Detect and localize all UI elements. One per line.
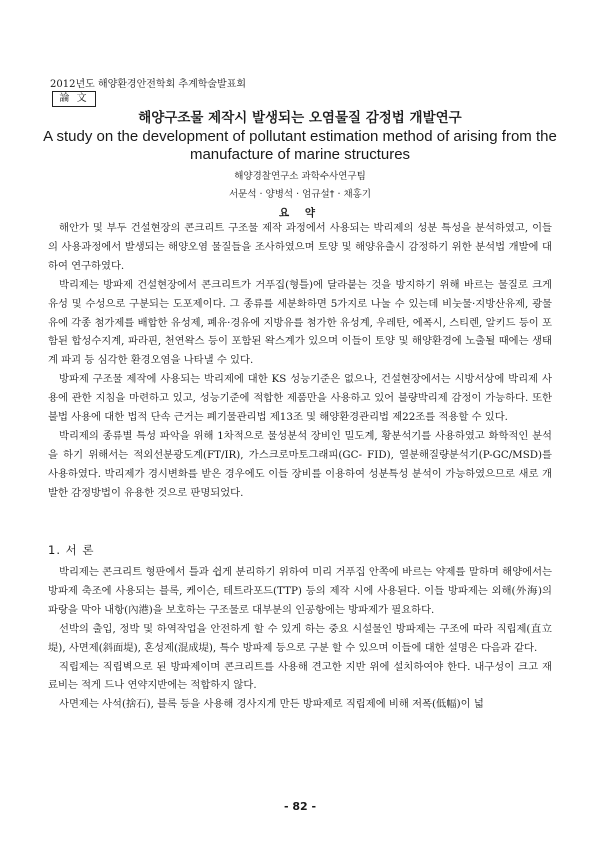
introduction-body bbox=[48, 563, 552, 714]
intro-paragraph: 선박의 출입, 정박 및 하역작업을 안전하게 할 수 있게 하는 중요 시설물인 방파제는 구조에 따라 직립제(直立堤), 사면제(斜面堤), 혼성제(混成堤), 특수 방파제 등으로 구분 할 수 있으며 이들에 대한 설명은 다음과 같다. bbox=[48, 622, 552, 654]
page-number: - 82 - bbox=[283, 800, 317, 813]
intro-paragraph: 사면제는 사석(捨石), 블록 등을 사용해 경사지게 만든 방파제로 직립제에 비해 저폭(低幅)이 넓 bbox=[59, 698, 484, 711]
abstract-paragraph: 방파제 구조물 제작에 사용되는 박리제에 대한 KS 성능기준은 없으나, 건설현장에서는 시방서상에 박리제 사용에 관한 지침을 마련하고 있고, 성능기준에 적합한 제품만을 사용하고 있어 불량박리제 감정이 가능하다. 또한 불법 사용에 대한 법적 단속 근거는 폐기물관리법 제13조 및 해양환경관리법 제22조를 적용할 수 있다. bbox=[48, 373, 552, 424]
section-heading: 1. 서 론 bbox=[48, 543, 95, 557]
english-title: A study on the development of pollutant estimation method of arising from the manufacture of marine structures bbox=[43, 128, 557, 163]
abstract-paragraph: 박리제는 방파제 건설현장에서 콘크리트가 거푸집(형틀)에 달라붙는 것을 방지하기 위해 바르는 물질로 크게 유성 및 수성으로 구분되는 도포제이다. 그 종류를 세분화하면 5가지로 나눌 수 있는데 비눗물·지방산유제, 광물유에 각종 첨가제를 배합한 유성제, 폐유·경유에 지방유를 첨가한 유성계, 우레탄, 에폭시, 스티렌, 알키드 등이 포함된 합성수지계, 파라핀, 천연왁스 등이 포함된 왁스계가 있으며 이들이 토양 및 해양환경에 노출될 때에는 생태계 파괴 등 심각한 환경오염을 나타낼 수 있다. bbox=[48, 278, 552, 367]
abstract-paragraph: 해안가 및 부두 건설현장의 콘크리트 구조물 제작 과정에서 사용되는 박리제의 성분 특성을 분석하였고, 이들의 사용과정에서 발생되는 해양오염 물질들을 조사하였으며 토양 및 해양유출시 감정하기 위한 분석법 개발에 대하여 연구하였다. bbox=[48, 222, 552, 272]
abstract-paragraph: 박리제의 종류별 특성 파악을 위해 1차적으로 물성분석 장비인 밀도계, 황분석기를 사용하였고 화학적인 분석을 하기 위해서는 적외선분광도계(FT/IR), 가스크로마토그래피(GC- FID), 열분해질량분석기(P-GC/MSD)를 사용하였다. 박리제가 경시변화를 받은 경우에도 이들 장비를 이용하여 성분특성 분석이 가능하였으므로 새로 개발한 감정방법이 유용한 것으로 판명되었다. bbox=[48, 429, 552, 499]
abstract-heading: 요 약 bbox=[279, 207, 321, 219]
korean-title: 해양구조물 제작시 발생되는 오염물질 감정법 개발연구 bbox=[138, 110, 462, 126]
author-list: 서문석 · 양병석 · 엄규설† · 채홍기 bbox=[228, 189, 372, 200]
conference-header: 2012년도 해양환경안전학회 추계학술발표회 bbox=[50, 79, 247, 90]
affiliation: 해양경찰연구소 과학수사연구팀 bbox=[234, 171, 366, 182]
abstract-body bbox=[48, 219, 552, 503]
article-type-tag: 論 文 bbox=[52, 91, 96, 107]
intro-paragraph: 직립제는 직립벽으로 된 방파제이며 콘크리트를 사용해 견고한 지반 위에 설치하여야 한다. 내구성이 크고 재료비는 적게 드나 연약지반에는 적합하지 않다. bbox=[48, 660, 552, 692]
intro-paragraph: 박리제는 콘크리트 형판에서 틀과 쉽게 분리하기 위하여 미리 거푸집 안쪽에 바르는 약제를 말하며 해양에서는 방파제 축조에 사용되는 블록, 케이슨, 테트라포드(TTP) 등의 제작 시에 사용된다. 이들 방파제는 외해(外海)의 파랑을 막아 내항(內港)을 보호하는 구조물로 대부분의 인공항에는 방파제가 필요하다. bbox=[48, 566, 552, 616]
